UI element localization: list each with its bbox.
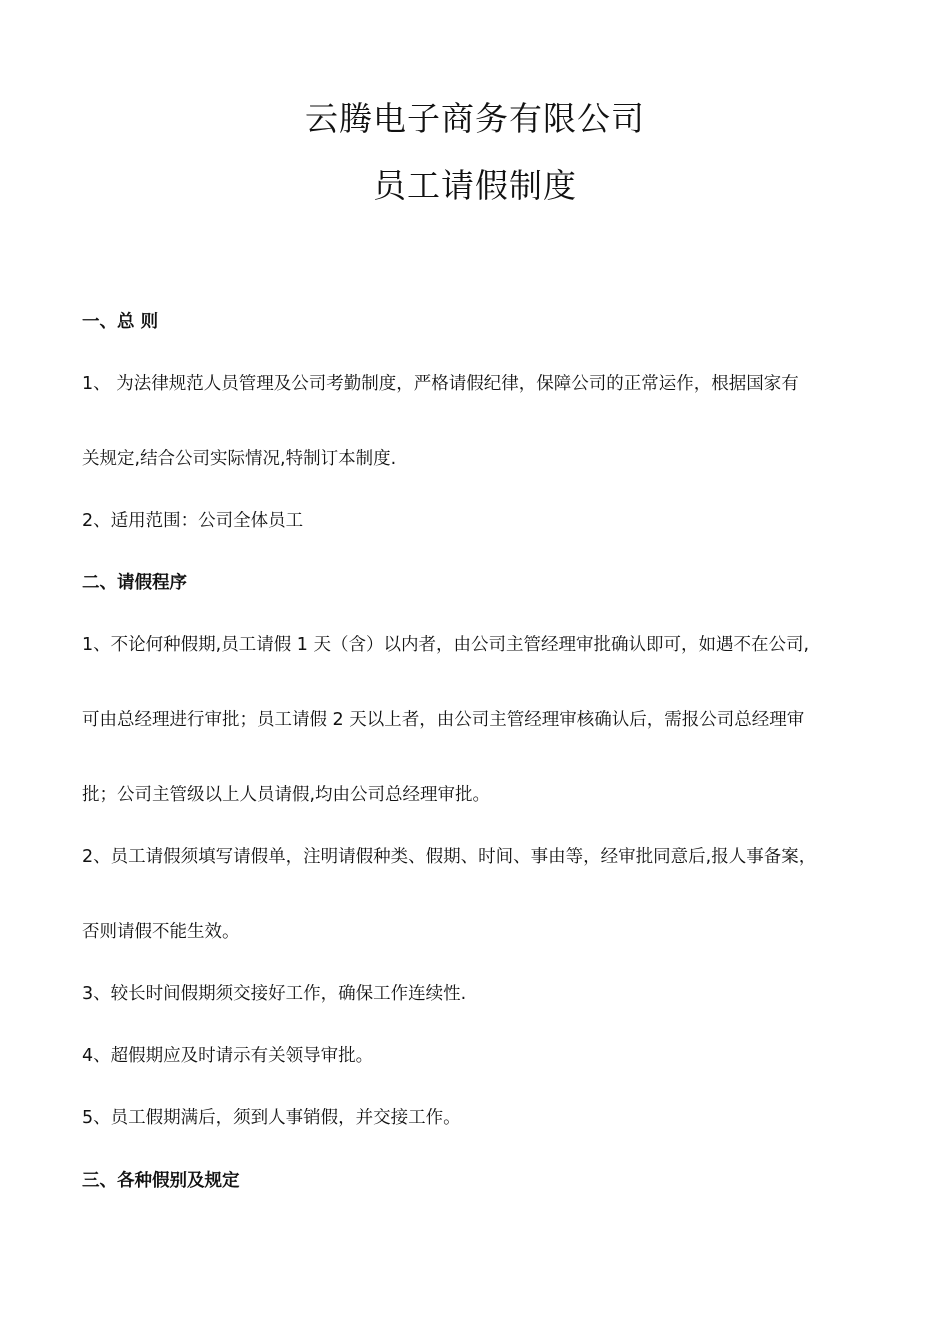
paragraph-line: 批；公司主管级以上人员请假,均由公司总经理审批。: [82, 785, 491, 805]
paragraph-line: 否则请假不能生效。: [82, 922, 240, 942]
section-heading-procedure: 二、请假程序: [82, 573, 187, 593]
paragraph-line: 2、员工请假须填写请假单，注明请假种类、假期、时间、事由等，经审批同意后,报人事备案，: [82, 847, 817, 867]
paragraph-line: 4、超假期应及时请示有关领导审批。: [82, 1046, 374, 1066]
document-title: 员工请假制度: [373, 166, 577, 205]
section-heading-leave-types: 三、各种假别及规定: [82, 1171, 240, 1191]
paragraph-line: 3、较长时间假期须交接好工作，确保工作连续性.: [82, 984, 467, 1004]
paragraph-line: 1、 为法律规范人员管理及公司考勤制度，严格请假纪律，保障公司的正常运作，根据国家有: [82, 374, 799, 394]
company-title: 云腾电子商务有限公司: [305, 99, 645, 138]
paragraph-line: 关规定,结合公司实际情况,特制订本制度.: [82, 449, 397, 469]
paragraph-line: 1、不论何种假期,员工请假 1 天（含）以内者，由公司主管经理审批确认即可，如遇不在公司,: [82, 635, 810, 655]
section-heading-general: 一、总 则: [82, 312, 159, 332]
paragraph-line: 2、适用范围：公司全体员工: [82, 511, 304, 531]
paragraph-line: 可由总经理进行审批；员工请假 2 天以上者，由公司主管经理审核确认后，需报公司总经理审: [82, 710, 805, 730]
paragraph-line: 5、员工假期满后，须到人事销假，并交接工作。: [82, 1108, 461, 1128]
